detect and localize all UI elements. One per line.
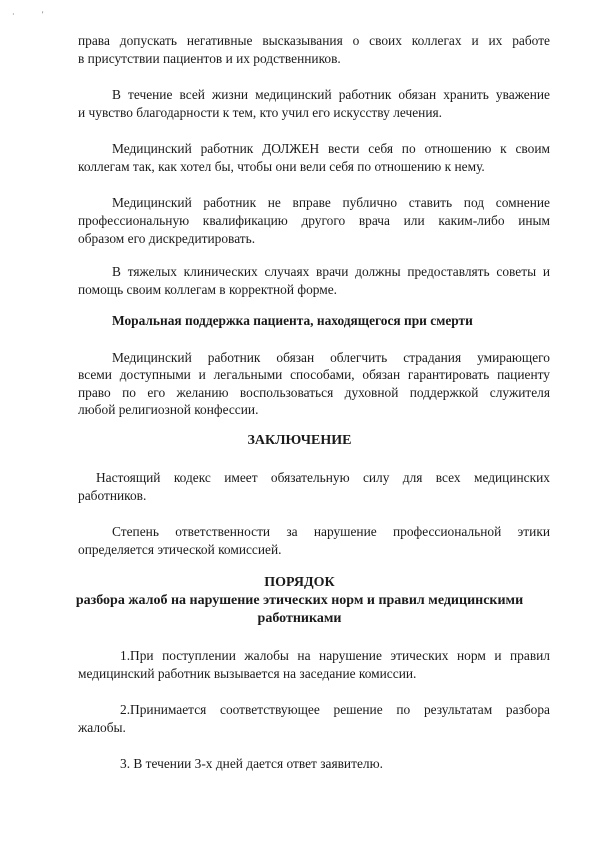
paragraph-line: и чувство благодарности к тем, кто учил его искусству лечения.	[78, 105, 442, 120]
paragraph-line: образом его дискредитировать.	[78, 231, 256, 246]
procedure-item-line: 1.При поступлении жалобы на нарушение этических норм и правил	[120, 648, 550, 663]
paragraph-line: помощь своим коллегам в корректной форме.	[78, 282, 338, 297]
paragraph-line: В тяжелых клинических случаях врачи должны предоставлять советы и	[112, 264, 550, 279]
procedure-item-line: 3. В течении 3-х дней дается ответ заявителю.	[120, 756, 383, 771]
paragraph-line: профессиональную квалификацию другого врача или каким-либо иным	[78, 213, 550, 228]
procedure-subtitle-line: разбора жалоб на нарушение этических норм и правил медицинскими	[75, 593, 524, 608]
paragraph-line: Настоящий кодекс имеет обязательную силу для всех медицинских	[96, 470, 550, 485]
paragraph-line: Медицинский работник обязан облегчить страдания умирающего	[112, 350, 550, 365]
paragraph-line: В течение всей жизни медицинский работник обязан хранить уважение	[112, 87, 550, 102]
paragraph-line: в присутствии пациентов и их родственников.	[78, 51, 341, 66]
procedure-item-line: жалобы.	[78, 720, 126, 735]
paragraph-line: Медицинский работник ДОЛЖЕН вести себя по отношению к своим	[112, 141, 550, 156]
paragraph-line: определяется этической комиссией.	[78, 542, 282, 557]
paragraph-line: всеми доступными и легальными способами, обязан гарантировать пациенту	[78, 367, 550, 382]
section-subheading: Моральная поддержка пациента, находящегося при смерти	[112, 313, 473, 328]
paragraph-line: Медицинский работник не вправе публично ставить под сомнение	[112, 195, 550, 210]
procedure-item-line: медицинский работник вызывается на заседание комиссии.	[78, 666, 417, 681]
procedure-title: ПОРЯДОК	[264, 575, 335, 590]
paragraph-line: права допускать негативные высказывания о своих коллегах и их работе	[78, 33, 550, 48]
paragraph-line: работников.	[78, 488, 147, 503]
corner-mark: '	[42, 10, 44, 19]
paragraph-line: коллегам так, как хотел бы, чтобы они вели себя по отношению к нему.	[78, 159, 485, 174]
paragraph-line: Степень ответственности за нарушение профессиональной этики	[112, 524, 550, 539]
conclusion-title: ЗАКЛЮЧЕНИЕ	[247, 433, 352, 448]
procedure-subtitle-line: работниками	[257, 611, 342, 626]
procedure-item-line: 2.Принимается соответствующее решение по результатам разбора	[120, 702, 550, 717]
paragraph-line: право по его желанию воспользоваться духовной поддержкой служителя	[78, 385, 550, 400]
corner-mark: ·	[12, 10, 15, 19]
paragraph-line: любой религиозной конфессии.	[78, 402, 259, 417]
